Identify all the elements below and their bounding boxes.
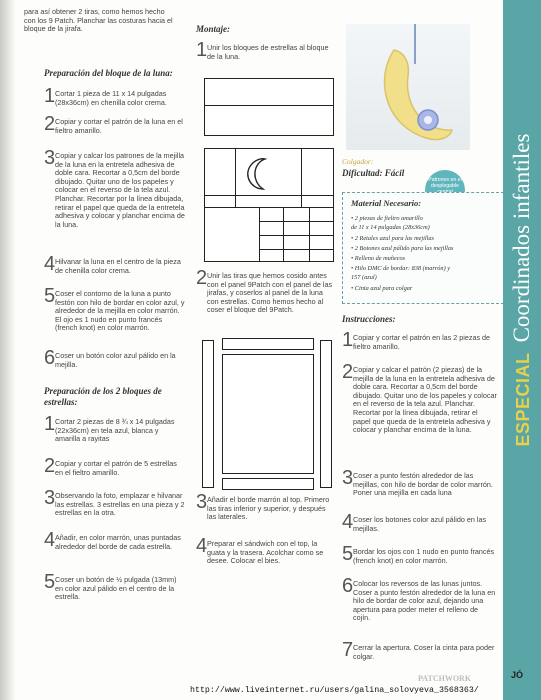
assembly-diagram-2 bbox=[204, 148, 334, 262]
intro-text: para así obtener 2 tiras, como hemos hecho con los 9 Patch. Planchar las costuras hacia el bloque de la jirafa. bbox=[24, 7, 173, 34]
moon-plush-icon bbox=[364, 46, 454, 150]
instructions-heading: Instrucciones: bbox=[342, 314, 396, 324]
section-banner bbox=[503, 0, 541, 700]
magazine-page: para así obtener 2 tiras, como hemos hecho con los 9 Patch. Planchar las costuras hacia el bloque de la jirafa. Preparación del bloque de la luna: 1 Cortar 1 pieza de 11 x 14 pulgadas (28x36cm) en chenilla color crema. 2 Copiar y cortar el patrón de la luna en el fieltro amarillo. 3 Copiar y calcar los patrones de la mejilla de la luna en la entretela adhesiva de doble cara. Recortar a 0,5cm del borde dibujado. Quitar uno de los papeles y colocar en el reverso de la tela azul. Planchar. Recortar por la línea dibujada, retirar el papel que queda de la entretela adhesiva y colocar y planchar encima de la luna. 4 Hilvanar la luna en el centro de la pieza de chenilla color crema. 5 Coser el contorno de la luna a punto festón con hilo de bordar en color azul, y alrededor de la mejilla en color marrón. El ojo es 1 nudo en punto francés (french knot) en color marrón. 6 Coser un botón color azul pálido en la mejilla. Preparación de los 2 bloques de estrellas: 1 Cortar 2 piezas de 8 ¾ x 14 pulgadas (22x36cm) en tela azul, blanca y amarilla a rayitas 2 Copiar y cortar el patrón de 5 estrellas en el fieltro amarillo. 3 Observando la foto, emplazar e hilvanar las estrellas. 3 estrellas en una pieza y 2 estrellas en la otra. 4 Añadir, en color marrón, unas puntadas alrededor del borde de cada estrella. 5 Coser un botón de ½ pulgada (13mm) en color azul pálido en el centro de la estrella. Montaje: 1 Unir los bloques de estrellas al bloque de la luna. 2 Unir las tiras que hemos cosido antes con el panel 9Patch con el panel de las jirafas, y coserlos al panel de la luna con estrellas. Como hemos hecho al coser el bloque del 9Patch. 3 Añadir el borde marrón al top. Primero las tiras inferior y superior, y después las laterales. 4 Preparar el sándwich con el top, la guata y la trasera. Acolchar como se desee. Colocar el bies. Colgador: Dificultad: Fácil Patrones en el desplegable Material Necesario: • 2 piezas de fieltro amarillo de 11 x 14 pulgadas (28x36cm) • 2 Retales azul para las mejillas • 2 Botones azul pálido para las mejillas • Relleno de muñecos • Hilo DMC de bordar: 838 (marrón) y 157 (azul) • Cinta azul para colgar Instrucciones: 1 Copiar y cortar el patrón en las 2 piezas de fieltro amarillo. 2 Copiar y calcar el patrón (2 piezas) de la mejilla de la luna en la entretela adhesiva de doble cara. Recortar a 0,5cm del borde dibujado. Quitar uno de los papeles y colocar en el reverso de la tela azul. Planchar. Recortar por la línea dibujada, retirar el papel que queda de la entretela adhesiva y colocar y planchar encima de la luna. 3 Coser a punto festón alrededor de las mejillas, con hilo de bordar de color marrón. Poner una mejilla en cada luna 4 Coser los botones color azul pálido en las mejillas. 5 Bordar los ojos con 1 nudo en punto francés (french knot) en color marrón. 6 Colocar los reversos de las lunas juntos. Coser a punto festón alrededor de la luna en hilo de bordar de color azul, dejando una apertura para poder meter el relleno de cojín. 7 Cerrar la apertura. Coser la cinta para poder colgar. ESPECIAL Coordinados infantiles PATCHWORK JÓ http://www.liveinternet.ru/users/galina_solovyeva_3568363/ bbox=[0, 0, 541, 700]
footer-url[interactable]: http://www.liveinternet.ru/users/galina_solovyeva_3568363/ bbox=[190, 686, 479, 695]
montaje-heading: Montaje: bbox=[196, 24, 231, 34]
banner-title: Coordinados infantiles bbox=[509, 133, 534, 343]
difficulty-label: Dificultad: Fácil bbox=[342, 168, 405, 178]
patterns-badge: Patrones en el desplegable bbox=[425, 170, 465, 210]
material-item: de 11 x 14 pulgadas (28x36cm) bbox=[351, 224, 430, 231]
moon-hanger-photo bbox=[346, 24, 470, 150]
moon-block-heading: Preparación del bloque de la luna: bbox=[44, 68, 173, 78]
material-item: • Relleno de muñecos bbox=[351, 255, 406, 262]
material-item: • 2 piezas de fieltro amarillo bbox=[351, 215, 423, 222]
materials-box bbox=[342, 192, 504, 304]
material-item: • 2 Botones azul pálido para las mejillas bbox=[351, 245, 454, 252]
assembly-diagram-1 bbox=[204, 78, 334, 136]
footer-brand: PATCHWORK bbox=[418, 674, 472, 683]
materials-title: Material Necesario: bbox=[351, 198, 422, 208]
border-diagram bbox=[202, 338, 332, 488]
page-binding-shadow bbox=[0, 0, 16, 700]
photo-caption: Colgador: bbox=[342, 157, 374, 166]
material-item: 157 (azul) bbox=[351, 274, 377, 281]
banner-text bbox=[509, 134, 535, 447]
material-item: • Hilo DMC de bordar: 838 (marrón) y bbox=[351, 265, 451, 272]
stars-block-heading: Preparación de los 2 bloques de estrellas: bbox=[44, 386, 162, 407]
moon-icon bbox=[245, 157, 275, 191]
banner-especial: ESPECIAL bbox=[513, 352, 533, 447]
material-item: • Cinta azul para colgar bbox=[351, 285, 413, 292]
material-item: • 2 Retales azul para las mejillas bbox=[351, 235, 435, 242]
footer-page: JÓ bbox=[511, 670, 524, 680]
